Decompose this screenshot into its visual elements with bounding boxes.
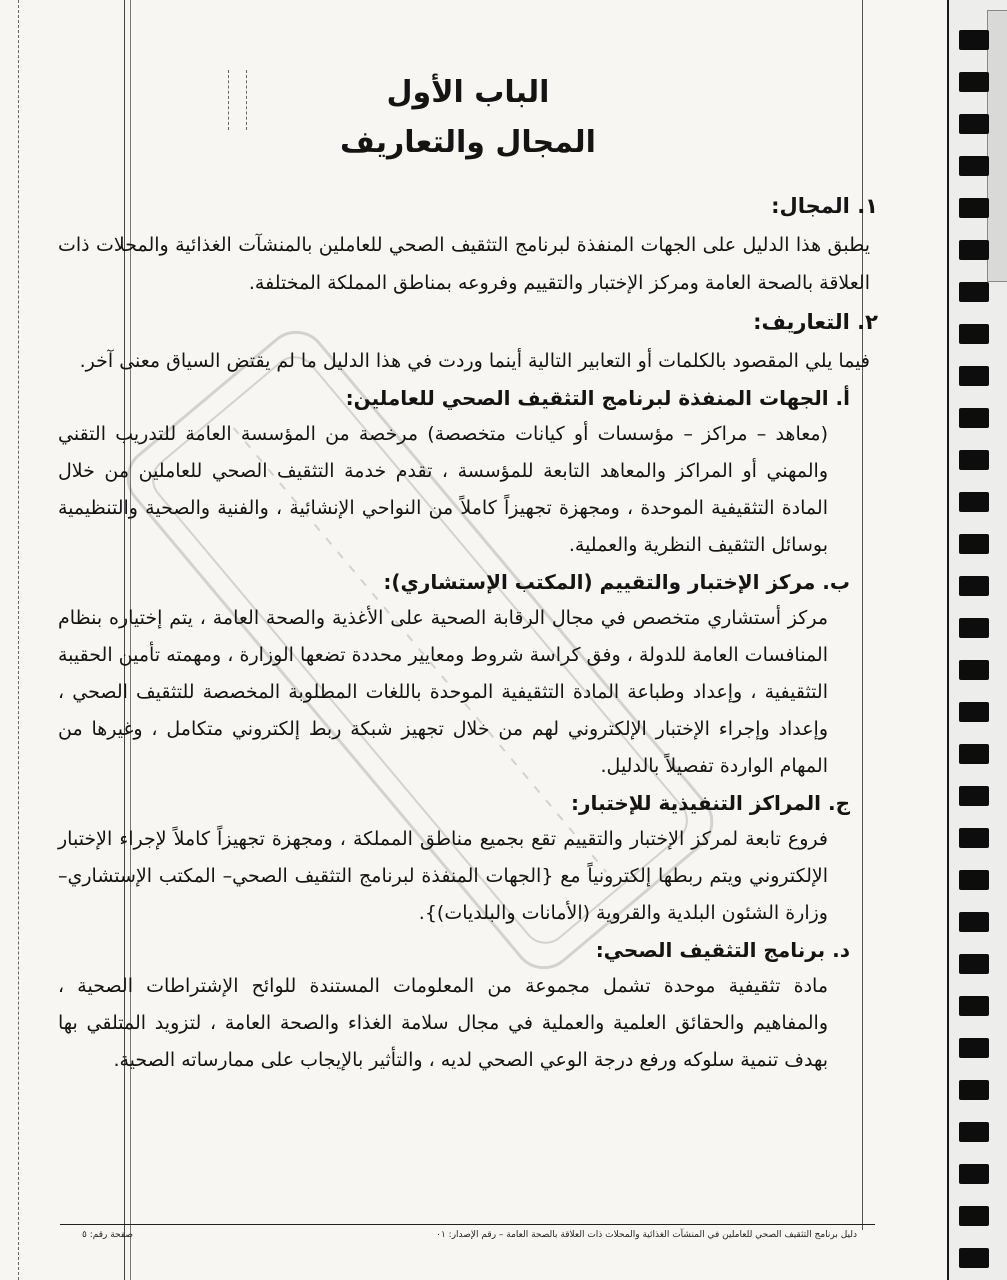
binder-hole: [959, 1038, 989, 1058]
definition-text: (معاهد – مراكز – مؤسسات أو كيانات متخصصة) مرخصة من المؤسسة العامة للتدريب التقني والمهني أو المراكز والمعاهد التابعة للمؤسسة ، تقدم خدمة التثقيف الصحي للعاملين من خلال المادة التثقيفية الموحدة ، ومجهزة تجهيزاً كاملاً من النواحي الإنشائية ، والفنية والصحية والتنظيمية بوسائل التثقيف النظرية والعملية.: [58, 423, 828, 556]
page-number: صفحة رقم: ٥: [82, 1230, 134, 1240]
binder-strip: [947, 0, 1007, 1280]
document-content: [58, 70, 878, 1079]
definition-item: [58, 785, 878, 932]
section-heading: ١. المجال:: [771, 194, 878, 218]
binder-hole: [959, 828, 989, 848]
binder-hole: [959, 954, 989, 974]
binder-hole: [959, 996, 989, 1016]
section-heading: ٢. التعاريف:: [753, 310, 878, 334]
footer-caption: دليل برنامج التثقيف الصحي للعاملين في المنشآت الغذائية والمحلات ذات العلاقة بالصحة العامة – رقم الإصدار: ٠١: [436, 1230, 857, 1240]
definition-item: [58, 932, 878, 1079]
definition-item: [58, 380, 878, 564]
binder-hole: [959, 114, 989, 134]
binder-hole: [959, 786, 989, 806]
binder-hole: [959, 198, 989, 218]
definition-text: مركز أستشاري متخصص في مجال الرقابة الصحية على الأغذية والصحة العامة ، يتم إختياره بنظام المنافسات العامة للدولة ، وفق كراسة شروط ومعايير محددة تضعها الوزارة ، ومهمته تأمين الحقيبة التثقيفية ، وإعداد وطباعة المادة التثقيفية الموحدة باللغات المطلوبة المخصصة للتثقيف الصحي ، وإعداد وإجراء الإختبار الإلكتروني لهم من خلال تجهيز شبكة ربط إلكتروني متكامل ، وغيرها من المهام الواردة تفصيلاً بالدليل.: [58, 607, 828, 777]
binder-hole: [959, 240, 989, 260]
footer-divider: [60, 1224, 875, 1225]
binder-hole: [959, 1206, 989, 1226]
binder-hole: [959, 408, 989, 428]
binder-hole: [959, 1248, 989, 1268]
margin-line: [18, 0, 20, 1280]
binder-hole: [959, 366, 989, 386]
section-paragraph: فيما يلي المقصود بالكلمات أو التعابير التالية أينما وردت في هذا الدليل ما لم يقتض السياق معنى آخر.: [79, 350, 870, 372]
definition-item: [58, 564, 878, 785]
binder-hole: [959, 1080, 989, 1100]
binder-hole: [959, 870, 989, 890]
binder-hole: [959, 618, 989, 638]
binder-hole: [959, 1164, 989, 1184]
binder-hole: [959, 324, 989, 344]
binder-hole: [959, 912, 989, 932]
binder-tab: [987, 10, 1007, 282]
chapter-subtitle: المجال والتعاريف: [340, 125, 596, 160]
chapter-title: الباب الأول: [386, 75, 550, 110]
binder-hole: [959, 282, 989, 302]
section-paragraph: يطبق هذا الدليل على الجهات المنفذة لبرنامج التثقيف الصحي للعاملين بالمنشآت الغذائية والمحلات ذات العلاقة بالصحة العامة ومركز الإختبار والتقييم وفروعه بمناطق المملكة المختلفة.: [58, 234, 870, 294]
binder-hole: [959, 156, 989, 176]
binder-hole: [959, 576, 989, 596]
binder-hole: [959, 534, 989, 554]
definition-text: مادة تثقيفية موحدة تشمل مجموعة من المعلومات المستندة للوائح الإشتراطات الصحية ، والمفاهيم والحقائق العلمية والعملية في مجال سلامة الغذاء والصحة العامة ، لتزويد المتلقي بها بهدف تنمية سلوكه ورفع درجة الوعي الصحي لديه ، والتأثير بالإيجاب على ممارساته الصحية.: [58, 975, 828, 1071]
definition-heading: د. برنامج التثقيف الصحي:: [595, 938, 850, 962]
binder-hole: [959, 30, 989, 50]
definition-heading: ج. المراكز التنفيذية للإختبار:: [571, 791, 850, 815]
binder-hole: [959, 72, 989, 92]
binder-hole: [959, 492, 989, 512]
definition-text: فروع تابعة لمركز الإختبار والتقييم تقع بجميع مناطق المملكة ، ومجهزة تجهيزاً كاملاً لإجراء الإختبار الإلكتروني ويتم ربطها إلكترونياً مع {الجهات المنفذة لبرنامج التثقيف الصحي– المكتب الإستشاري– وزارة الشئون البلدية والقروية (الأمانات والبلديات)}.: [58, 828, 828, 924]
binder-hole: [959, 744, 989, 764]
binder-hole: [959, 450, 989, 470]
binder-hole: [959, 1122, 989, 1142]
section-scope: [58, 186, 878, 302]
definition-heading: ب. مركز الإختبار والتقييم (المكتب الإستشاري):: [383, 570, 850, 594]
section-definitions: [58, 302, 878, 380]
definition-heading: أ. الجهات المنفذة لبرنامج التثقيف الصحي للعاملين:: [345, 386, 850, 410]
binder-hole: [959, 660, 989, 680]
binder-hole: [959, 702, 989, 722]
